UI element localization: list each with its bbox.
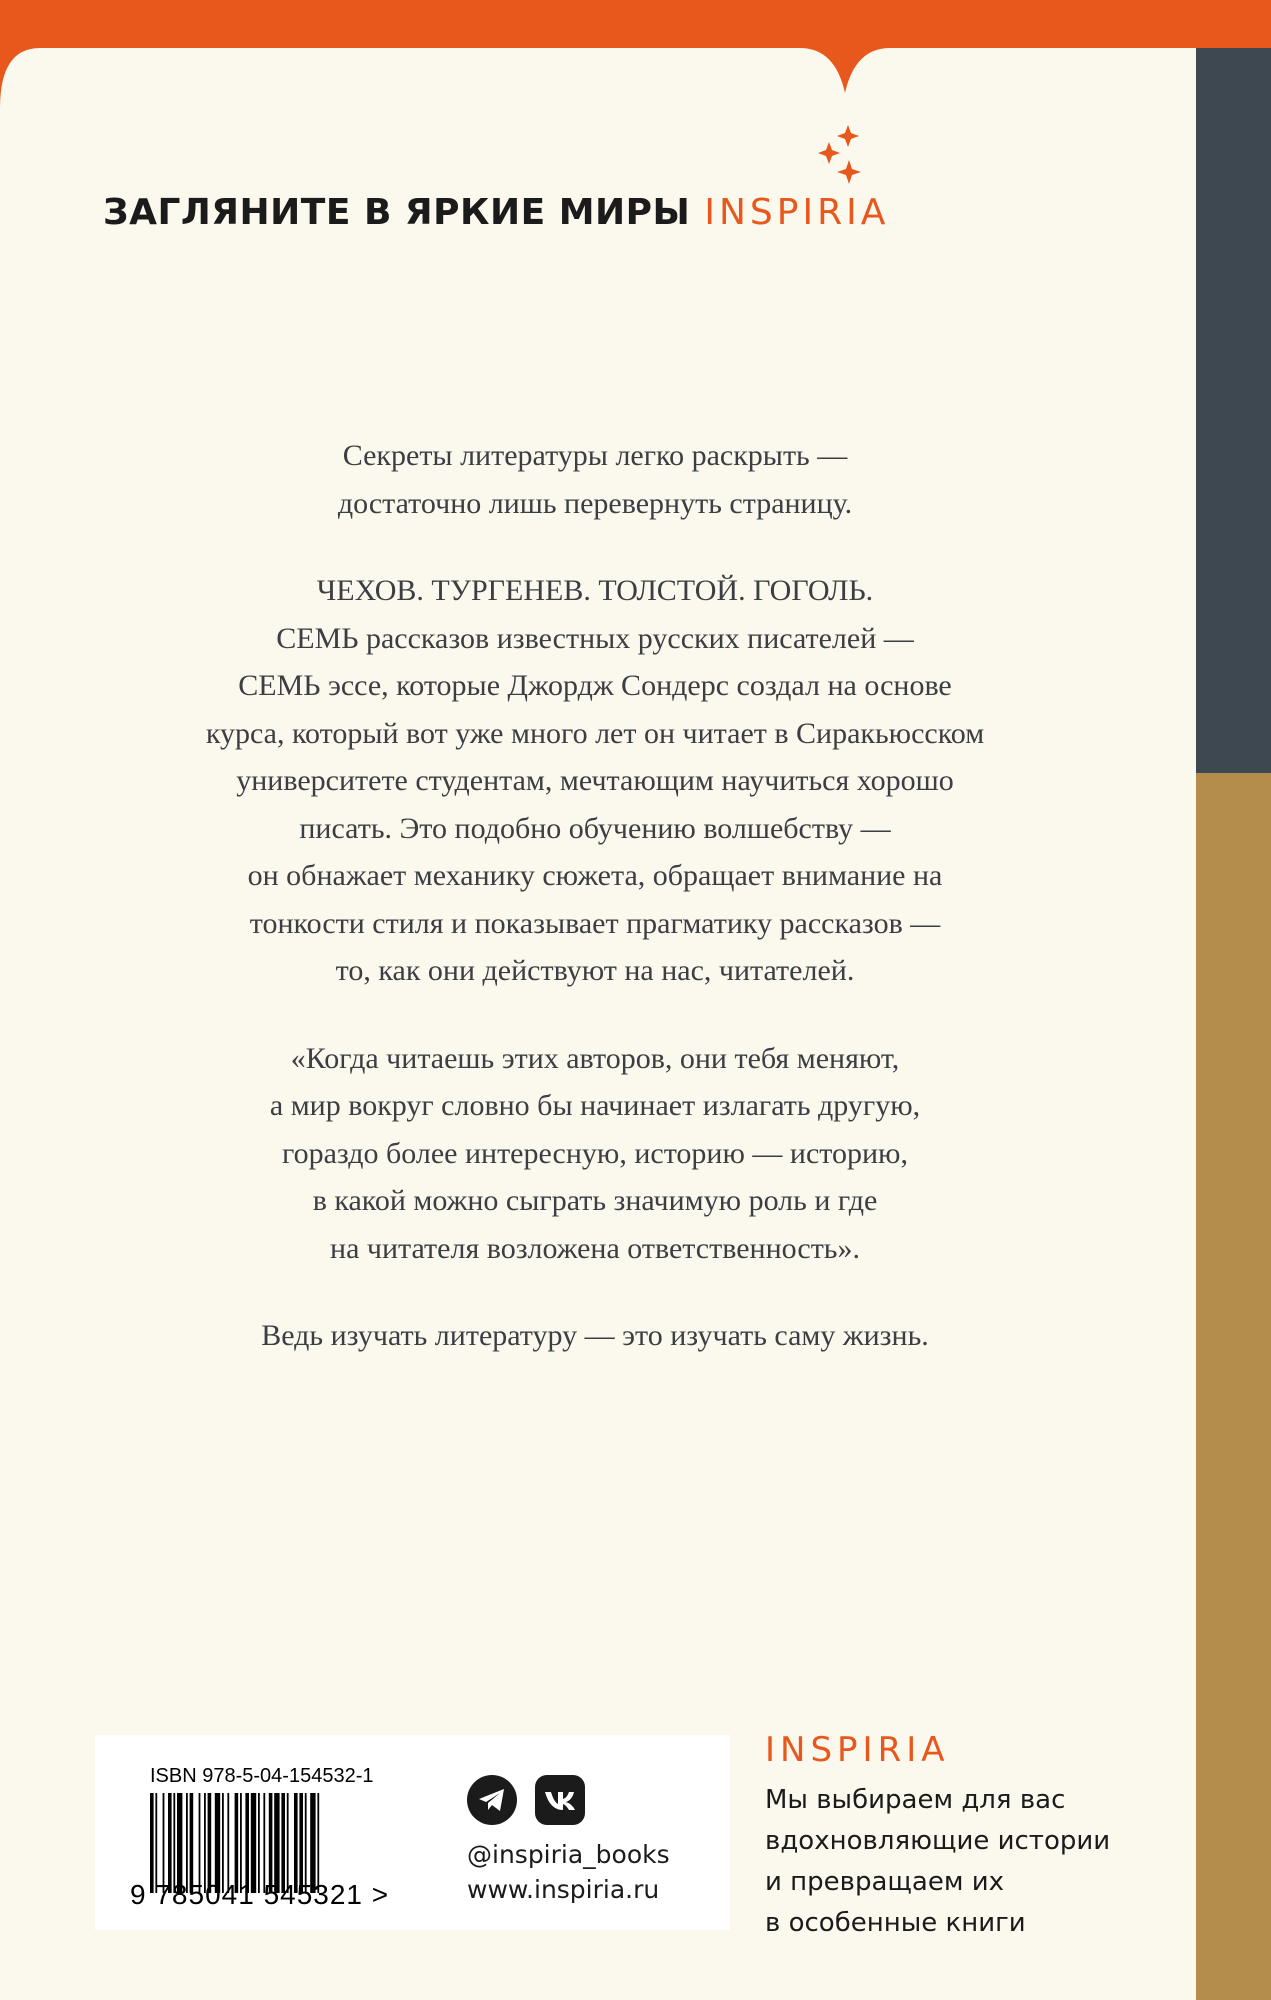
annotation-line: курса, который вот уже много лет он читает в Сиракьюсском [205, 716, 985, 750]
quote-line: на читателя возложена ответственность». [330, 1231, 860, 1265]
annotation-text [100, 432, 1090, 1360]
annotation-line: достаточно лишь перевернуть страницу. [337, 486, 853, 520]
top-orange-band [0, 0, 1271, 48]
annotation-line: ЧЕХОВ. ТУРГЕНЕВ. ТОЛСТОЙ. ГОГОЛЬ. [316, 574, 874, 607]
website-link: www.inspiria.ru [467, 1875, 660, 1904]
headline [103, 192, 903, 248]
headline-text: ЗАГЛЯНИТЕ В ЯРКИЕ МИРЫ [103, 192, 691, 233]
spine-dark-band [1196, 48, 1271, 773]
annotation-line: тонкости стиля и показывает прагматику рассказов — [249, 906, 941, 940]
top-tab-shape [0, 48, 1196, 108]
annotation-line: то, как они действуют на нас, читателей. [335, 954, 855, 987]
annotation-line: СЕМЬ рассказов известных русских писателей — [276, 621, 914, 655]
closing-line: Ведь изучать литературу — это изучать саму жизнь. [261, 1319, 929, 1352]
annotation-line: СЕМЬ эссе, которые Джордж Сондерс создал на основе [238, 669, 952, 702]
vk-icon [535, 1775, 585, 1825]
barcode-icon [150, 1793, 400, 1893]
annotation-line: писать. Это подобно обучению волшебству — [299, 811, 891, 845]
quote-line: «Когда читаешь этих авторов, они тебя меняют, [290, 1041, 900, 1075]
annotation-line: Секреты литературы легко раскрыть — [342, 439, 848, 472]
tagline-line: в особенные книги [765, 1908, 1026, 1938]
publisher-logo: INSPIRIA [765, 1730, 950, 1770]
isbn-text: ISBN 978-5-04-154532-1 [150, 1765, 374, 1787]
tagline-line: вдохновляющие истории [765, 1826, 1111, 1856]
annotation-line: он обнажает механику сюжета, обращает внимание на [247, 859, 943, 892]
telegram-icon [467, 1775, 517, 1825]
quote-line: а мир вокруг словно бы начинает излагать другую, [269, 1089, 921, 1122]
social-handle: @inspiria_books [467, 1840, 670, 1869]
sparkle-icon [815, 120, 865, 190]
publisher-block [765, 1730, 1185, 1944]
annotation-line: университете студентам, мечтающим научиться хорошо [236, 764, 954, 797]
barcode-panel [95, 1735, 730, 1930]
quote-line: в какой можно сыграть значимую роль и где [312, 1184, 878, 1217]
spine-gold-band [1196, 773, 1271, 2000]
publisher-tagline [765, 1780, 1185, 1944]
tagline-line: и превращаем их [765, 1867, 1005, 1897]
ean-digits: 9 785041 545321 > [130, 1879, 390, 1910]
headline-brand: INSPIRIA [704, 192, 890, 233]
tagline-line: Мы выбираем для вас [765, 1785, 1066, 1815]
quote-line: гораздо более интересную, историю — историю, [282, 1136, 908, 1170]
